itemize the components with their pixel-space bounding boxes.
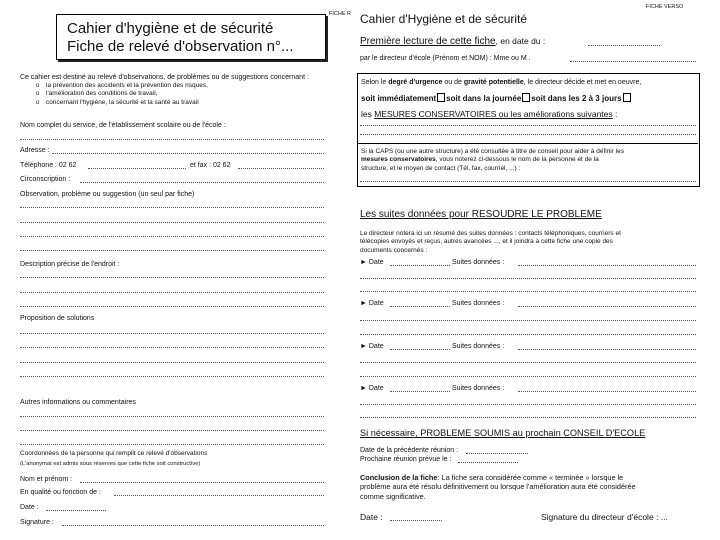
nom-service-line[interactable] [20, 139, 324, 140]
date-entry-2-suites: Suites données : [452, 300, 505, 307]
proposition-label: Proposition de solutions [20, 315, 95, 322]
autres-line[interactable] [20, 430, 324, 431]
caps-line: Si la CAPS (ou une autre structure) a été consultée à titre de conseil pour aider à définir les [361, 148, 625, 155]
adresse-label: Adresse : [20, 147, 50, 154]
coordonnees-label: Coordonnées de la personne qui remplit ce relevé d'observations [20, 450, 208, 457]
left-title-line1: Cahier d'hygiène et de sécurité [67, 20, 274, 37]
signature-label: Signature : [20, 519, 54, 526]
date-entry-4-line[interactable] [360, 404, 696, 405]
box-text: ou de [442, 79, 464, 86]
fax-label: et fax : 02 62 [190, 162, 231, 169]
signature-directeur-label: Signature du directeur d'école : ... [541, 512, 668, 522]
date-entry-1-suites-line[interactable] [518, 265, 696, 266]
premiere-lecture-title: Première lecture de cette fiche [360, 36, 496, 47]
autres-line[interactable] [20, 444, 324, 445]
prochaine-reunion-line[interactable] [458, 462, 518, 463]
date-entry-2-line[interactable] [360, 320, 696, 321]
description-line[interactable] [20, 277, 324, 278]
date-entry-3-date-line[interactable] [390, 349, 450, 350]
right-title: Cahier d'Hygiène et de sécurité [360, 12, 528, 26]
proposition-line[interactable] [20, 376, 324, 377]
nom-service-label: Nom complet du service, de l'établissement scolaire ou de l'école : [20, 122, 226, 129]
date-entry-2-line[interactable] [360, 334, 696, 335]
anonymat-note: (L'anonymat est admis sous réserves que cette fiche soit constructive) [20, 461, 201, 467]
box-line-urgence [361, 78, 697, 87]
fiche-verso-label: FICHE VERSO [646, 4, 684, 10]
soit-immediatement: soit immédiatement [361, 94, 437, 103]
date-label: Date : [20, 504, 39, 511]
box-text: Selon le [361, 79, 389, 86]
autres-label: Autres informations ou commentaires [20, 399, 136, 406]
left-title-line2: Fiche de relevé d'observation n°... [67, 38, 294, 55]
suites-line: télécopies envoyés et reçus, autres avancées ..., et il joindra à cette fiche une copie des [360, 238, 613, 246]
date-entry-3-date: ► Date [360, 343, 384, 350]
observation-line[interactable] [20, 250, 324, 251]
date-reunion-label: Date de la précédente réunion : [360, 447, 459, 454]
date-entry-4-line[interactable] [360, 417, 696, 418]
date-entry-3-line[interactable] [360, 362, 696, 363]
telephone-label: Téléphone : 02 62 [20, 162, 77, 169]
observation-line[interactable] [20, 222, 324, 223]
left-title-box [56, 14, 326, 60]
suites-line: documents concernés : [360, 246, 428, 254]
date-final-label: Date : [360, 512, 383, 522]
bullet-item: o l'amélioration des conditions de travail, [46, 90, 334, 98]
caps-line: structure, et le moyen de contact (Tél, fax, courriel, ...) : [361, 164, 521, 172]
description-line[interactable] [20, 292, 324, 293]
date-entry-1-date: ► Date [360, 259, 384, 266]
adresse-line[interactable] [52, 153, 324, 154]
fax-line[interactable] [238, 168, 324, 169]
qualite-label: En qualité ou fonction de : [20, 489, 101, 496]
description-label: Description précise de l'endroit : [20, 261, 120, 268]
observation-line[interactable] [20, 207, 324, 208]
conclusion-label: Conclusion de la fiche [360, 473, 438, 482]
date-final-line[interactable] [390, 520, 442, 521]
premiere-date-line[interactable] [588, 45, 660, 46]
proposition-line[interactable] [20, 362, 324, 363]
date-reunion-line[interactable] [466, 453, 528, 454]
premiere-lecture-date: , en date du : [495, 36, 546, 46]
suites-title: Les suites données pour RESOUDRE LE PROBLEME [360, 209, 602, 220]
description-line[interactable] [20, 306, 324, 307]
date-entry-3-suites-line[interactable] [518, 349, 696, 350]
date-line[interactable] [46, 510, 106, 511]
proposition-line[interactable] [20, 333, 324, 334]
signature-line[interactable] [62, 525, 324, 526]
box-line-delais [361, 93, 632, 103]
proposition-line[interactable] [20, 347, 324, 348]
par-directeur: par le directeur d'école (Prénom et NOM) : Mme ou M . [360, 55, 531, 62]
checkbox-journee[interactable] [522, 93, 530, 102]
date-entry-2-suites-line[interactable] [518, 306, 696, 307]
intro-bullets [34, 82, 334, 107]
checkbox-2-3-jours[interactable] [623, 93, 631, 102]
date-entry-4-date-line[interactable] [390, 391, 450, 392]
date-entry-4-suites-line[interactable] [518, 391, 696, 392]
conclusion-text: problème aura été résolu définitivement ou lorsque l'amélioration aura été considérée [360, 482, 636, 492]
box-text: les [361, 109, 375, 119]
soit-journee: soit dans la journée [446, 94, 522, 103]
box-line-mesures [361, 109, 617, 119]
mesures-line[interactable] [360, 125, 696, 126]
mesures-conservatoires: MESURES CONSERVATOIRES ou les améliorations suivantes [374, 109, 613, 119]
observation-label: Observation, problème ou suggestion (un seul par fiche) [20, 191, 195, 198]
box-text: : [612, 109, 618, 119]
date-entry-2-date-line[interactable] [390, 306, 450, 307]
qualite-line[interactable] [114, 495, 324, 496]
gravite-potentielle: gravité potentielle [463, 79, 524, 86]
fiche-r-label: FICHE R [329, 11, 351, 17]
conclusion-text: comme significative. [360, 491, 426, 501]
date-entry-1-suites: Suites données : [452, 259, 505, 266]
date-entry-1-line[interactable] [360, 278, 696, 279]
date-entry-4-suites: Suites données : [452, 385, 505, 392]
intro-text: Ce cahier est destiné au relevé d'observations, de problèmes ou de suggestions concernant : [20, 74, 309, 81]
suites-text [360, 230, 696, 255]
autres-line[interactable] [20, 416, 324, 417]
date-entry-3-line[interactable] [360, 376, 696, 377]
caps-contact-line[interactable] [360, 181, 696, 182]
suites-line: Le directeur notera ici un résumé des suites données : contacts téléphoniques, courriers et [360, 230, 621, 237]
mesures-line[interactable] [360, 134, 696, 135]
nom-prenom-line[interactable] [80, 482, 324, 483]
telephone-line[interactable] [88, 168, 186, 169]
soit-2-3-jours: soit dans les 2 à 3 jours [531, 94, 622, 103]
circonscription-label: Circonscription : [20, 176, 71, 183]
conclusion-block [360, 473, 698, 501]
date-entry-2-date: ► Date [360, 300, 384, 307]
nom-prenom-label: Nom et prénom : [20, 476, 73, 483]
par-directeur-line[interactable] [570, 61, 696, 62]
box-text: , le directeur décide et met en oeuvre, [523, 79, 642, 86]
bullet-item: o concernant l'hygiène, la sécurité et la santé au travail [46, 99, 334, 107]
caps-text [361, 148, 697, 173]
conclusion-text: : La fiche sera considérée comme « terminée » lorsque le [437, 473, 624, 482]
caps-line: , vous noterez ci-dessous le nom de la personne et de la [435, 156, 599, 164]
date-entry-4-date: ► Date [360, 385, 384, 392]
date-entry-1-date-line[interactable] [390, 265, 450, 266]
checkbox-immediatement[interactable] [437, 93, 445, 102]
conseil-title: Si nécessaire, PROBLEME SOUMIS au prochain CONSEIL D'ECOLE [360, 428, 646, 438]
box-separator [357, 143, 698, 144]
observation-line[interactable] [20, 236, 324, 237]
caps-mesures: mesures conservatoires [361, 156, 436, 164]
bullet-item: o la prévention des accidents et la prévention des risques, [46, 82, 334, 90]
circonscription-line[interactable] [80, 182, 324, 183]
prochaine-reunion-label: Prochaine réunion prévue le : [360, 456, 452, 463]
date-entry-3-suites: Suites données : [452, 343, 505, 350]
premiere-lecture [360, 36, 545, 47]
degre-urgence: degré d'urgence [388, 79, 443, 86]
date-entry-1-line[interactable] [360, 291, 696, 292]
